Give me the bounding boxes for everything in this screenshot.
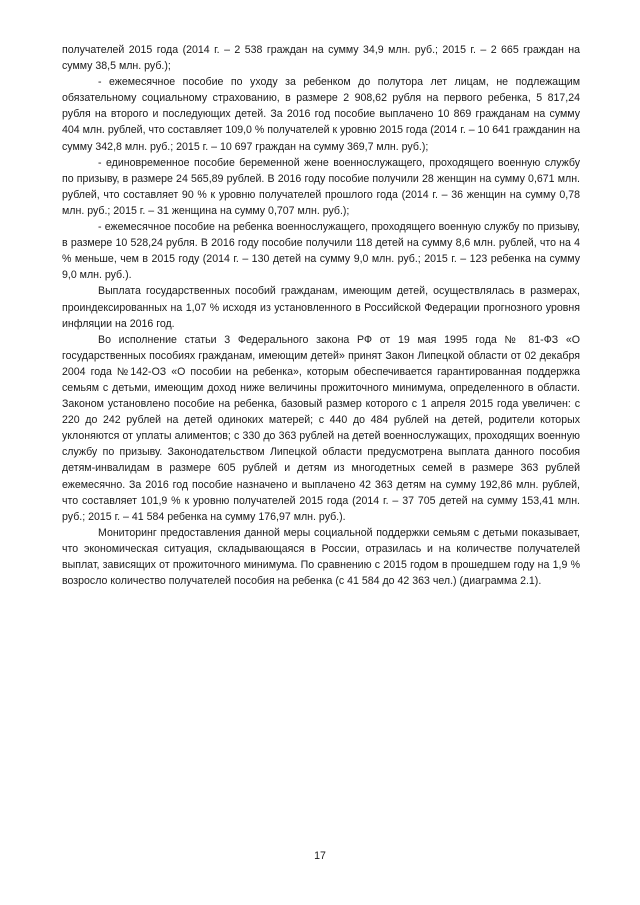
paragraph-continuation: получателей 2015 года (2014 г. – 2 538 граждан на сумму 34,9 млн. руб.; 2015 г. – 2 665 граждан на сумму 38,5 млн. руб.); (62, 44, 580, 73)
paragraph-pregnant-wife-allowance: - единовременное пособие беременной жене военнослужащего, проходящего военную службу по призыву, в размере 24 565,89 рублей. В 2016 году пособие получили 28 женщин на сумму 0,671 млн. рублей, что составляет 90 % к уровню получателей прошлого года (2014 г. – 36 женщин на сумму 0,78 млн. руб.; 2015 г. – 31 женщина на сумму 0,707 млн. руб.); (62, 156, 580, 217)
paragraph-childcare-allowance: - ежемесячное пособие по уходу за ребенком до полутора лет лицам, не подлежащим обязательному социальному страхованию, в размере 2 908,62 рубля на первого ребенка, 5 817,24 рубля на второго и последующих детей. За 2016 год пособие выплачено 10 869 гражданам на сумму 404 млн. рублей, что составляет 109,0 % получателей к уровню 2015 года (2014 г. – 10 641 гражданин на сумму 342,8 млн. руб.; 2015 г. – 10 697 граждан на сумму 369,7 млн. руб.); (62, 76, 581, 153)
paragraph-monitoring: Мониторинг предоставления данной меры социальной поддержки семьям с детьми показывает, что экономическая ситуация, складывающаяся в России, отразилась и на количестве получателей выплат, зависящих от прожиточного минимума. По сравнению с 2015 годом в прошедшем году на 1,9 % возросло количество получателей пособия на ребенка (с 41 584 до 42 363 чел.) (диаграмма 2.1). (62, 526, 580, 588)
paragraph-serviceman-child-allowance: - ежемесячное пособие на ребенка военнослужащего, проходящего военную службу по призыву, в размере 10 528,24 рубля. В 2016 году пособие получили 118 детей на сумму 8,6 млн. рублей, что на 4 % меньше, чем в 2015 году (2014 г. – 130 детей на сумму 9,0 млн. руб.; 2015 г. – 123 ребенка на сумму 9,0 млн. руб.). (62, 221, 580, 282)
document-body (62, 42, 580, 589)
paragraph-indexation: Выплата государственных пособий гражданам, имеющим детей, осуществлялась в размерах, проиндексированных на 1,07 % исходя из установленного в Российской Федерации прогнозного уровня инфляции на 2016 год. (62, 285, 580, 330)
page-number: 17 (314, 850, 326, 862)
paragraph-regional-law: Во исполнение статьи 3 Федерального закона РФ от 19 мая 1995 года № 81-ФЗ «О государственных пособиях гражданам, имеющим детей» принят Закон Липецкой области от 02 декабря 2004 года №142-ОЗ «О пособии на ребенка», которым обеспечивается гарантированная поддержка семьям с детьми, имеющим доход ниже величины прожиточного минимума, определенного в области. Законом установлено пособие на ребенка, базовый размер которого с 1 апреля 2015 года увеличен: с 220 до 242 рублей на детей одиноких матерей; с 440 до 484 рублей на детей, родители которых уклоняются от уплаты алиментов; с 330 до 363 рублей на детей военнослужащих, проходящих военную службу по призыву. Законодательством Липецкой области предусмотрена выплата данного пособия детям-инвалидам в размере 605 рублей и детям из многодетных семей в размере 363 рублей ежемесячно. За 2016 год пособие назначено и выплачено 42 363 детям на сумму 192,86 млн. рублей, что составляет 101,9 % к уровню получателей 2015 года (2014 г. – 37 705 детей на сумму 153,41 млн. руб.; 2015 г. – 41 584 ребенка на сумму 176,97 млн. руб.). (62, 333, 580, 523)
